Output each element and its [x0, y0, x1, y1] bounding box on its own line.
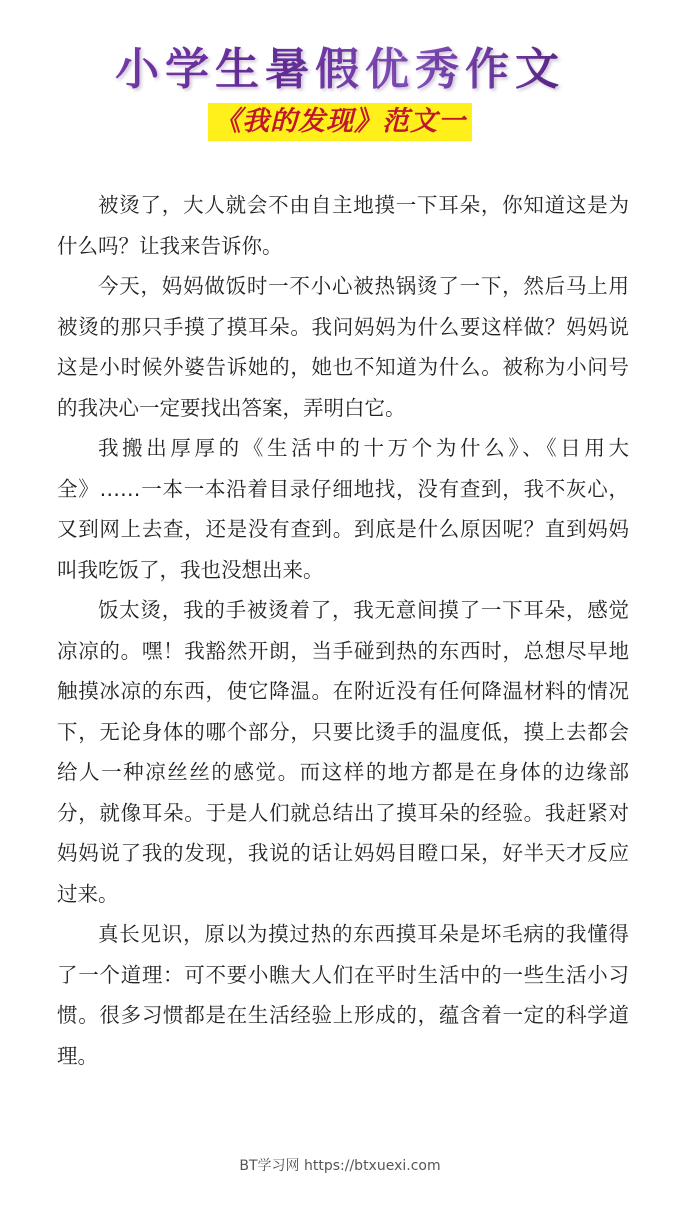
subtitle-block: [0, 103, 680, 141]
article-paragraph-5: 真长见识，原以为摸过热的东西摸耳朵是坏毛病的我懂得了一个道理：可不要小瞧大人们在平时生活中的一些生活小习惯。很多习惯都是在生活经验上形成的，蕴含着一定的科学道理。: [57, 922, 629, 1068]
article-paragraph-1: 被烫了，大人就会不由自主地摸一下耳朵，你知道这是为什么吗？让我来告诉你。: [57, 193, 629, 258]
article-paragraph-2: 今天，妈妈做饭时一不小心被热锅烫了一下，然后马上用被烫的那只手摸了摸耳朵。我问妈妈为什么要这样做？妈妈说这是小时候外婆告诉她的，她也不知道为什么。被称为小问号的我决心一定要找出答案，弄明白它。: [57, 274, 629, 420]
title-block: [0, 40, 680, 100]
article-body: [57, 185, 629, 1076]
page-title: 小学生暑假优秀作文: [115, 40, 565, 100]
article-paragraph-4: 饭太烫，我的手被烫着了，我无意间摸了一下耳朵，感觉凉凉的。嘿！我豁然开朗，当手碰到热的东西时，总想尽早地触摸冰凉的东西，使它降温。在附近没有任何降温材料的情况下，无论身体的哪个部分，只要比烫手的温度低，摸上去都会给人一种凉丝丝的感觉。而这样的地方都是在身体的边缘部分，就像耳朵。于是人们就总结出了摸耳朵的经验。我赶紧对妈妈说了我的发现，我说的话让妈妈目瞪口呆，好半天才反应过来。: [57, 598, 629, 906]
footer-watermark: BT学习网 https://btxuexi.com: [239, 1158, 441, 1174]
article-paragraph-3: 我搬出厚厚的《生活中的十万个为什么》、《日用大全》……一本一本沿着目录仔细地找，没有查到，我不灰心，又到网上去查，还是没有查到。到底是什么原因呢？直到妈妈叫我吃饭了，我也没想出来。: [57, 436, 629, 582]
article-subtitle: 《我的发现》范文一: [208, 103, 472, 141]
